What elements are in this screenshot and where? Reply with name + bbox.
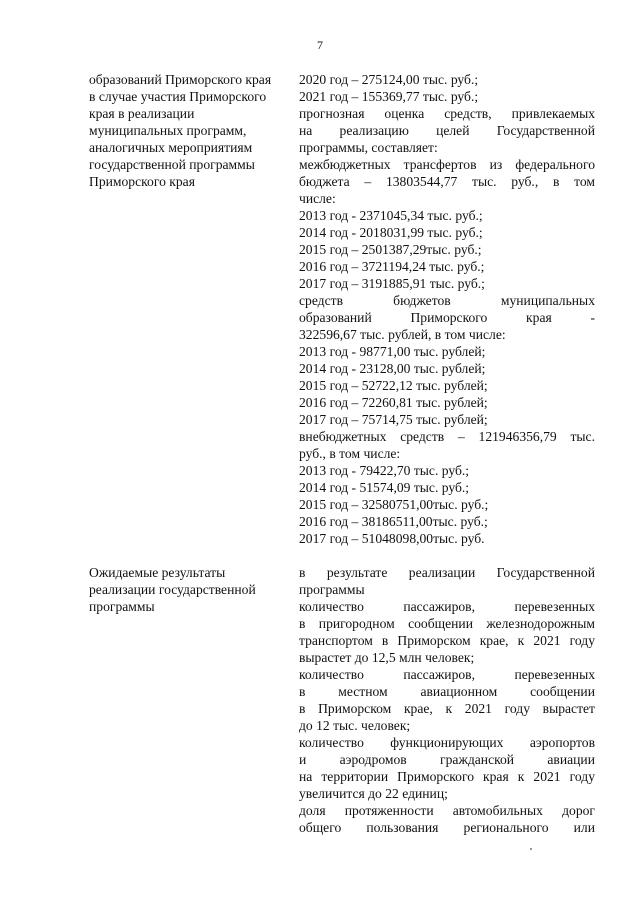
content-line: 2020 год – 275124,00 тыс. руб.; [299, 72, 479, 87]
content-line: внебюджетных средств – 121946356,79 тыс. [299, 429, 595, 444]
content-line: 2021 год – 155369,77 тыс. руб.; [299, 89, 479, 104]
content-line: бюджета – 13803544,77 тыс. руб., в том [299, 174, 595, 189]
label-line: реализации государственной [89, 582, 256, 597]
content-line: 2016 год – 72260,81 тыс. рублей; [299, 395, 488, 410]
content-line: 2016 год – 3721194,24 тыс. руб.; [299, 259, 485, 274]
content-line: 2013 год - 79422,70 тыс. руб.; [299, 463, 470, 478]
content-line: 2017 год – 51048098,00тыс. руб. [299, 531, 485, 546]
content-line: программы [299, 582, 365, 597]
content-line: программы, составляет: [299, 140, 438, 155]
content-line: 322596,67 тыс. рублей, в том числе: [299, 327, 506, 342]
funding-right-cell [299, 71, 595, 547]
content-line: 2013 год - 2371045,34 тыс. руб.; [299, 208, 483, 223]
content-line: образований Приморского края - [299, 310, 595, 325]
content-line: 2013 год - 98771,00 тыс. рублей; [299, 344, 486, 359]
content-line: доля протяженности автомобильных дорог [299, 803, 595, 818]
content-line: 2014 год - 23128,00 тыс. рублей; [299, 361, 486, 376]
results-left-cell [89, 564, 285, 615]
content-line: 2014 год - 51574,09 тыс. руб.; [299, 480, 470, 495]
content-line: количество пассажиров, перевезенных [299, 667, 595, 682]
content-line: 2015 год – 32580751,00тыс. руб.; [299, 497, 489, 512]
label-line: в случае участия Приморского [89, 89, 267, 104]
content-line: увеличится до 22 единиц; [299, 786, 448, 801]
content-line: 2015 год – 2501387,29тыс. руб.; [299, 242, 482, 257]
funding-left-cell [89, 71, 285, 190]
content-line: в местном авиационном сообщении [299, 684, 595, 699]
label-line: Ожидаемые результаты [89, 565, 226, 580]
content-line: количество функционирующих аэропортов [299, 735, 595, 750]
content-line: на территории Приморского края к 2021 году [299, 769, 595, 784]
label-line: аналогичных мероприятиям [89, 140, 253, 155]
content-line: и аэродромов гражданской авиации [299, 752, 595, 767]
label-line: края в реализации [89, 106, 195, 121]
label-line: образований Приморского края [89, 72, 272, 87]
scan-speck [530, 848, 532, 850]
content-line: руб., в том числе: [299, 446, 401, 461]
content-line: в пригородном сообщении железнодорожным [299, 616, 595, 631]
content-line: 2017 год – 3191885,91 тыс. руб.; [299, 276, 485, 291]
label-line: государственной программы [89, 157, 255, 172]
label-line: Приморского края [89, 174, 195, 189]
content-line: межбюджетных трансфертов из федерального [299, 157, 595, 172]
content-line: 2014 год - 2018031,99 тыс. руб.; [299, 225, 483, 240]
content-line: количество пассажиров, перевезенных [299, 599, 595, 614]
label-line: муниципальных программ, [89, 123, 247, 138]
content-line: в результате реализации Государственной [299, 565, 595, 580]
content-line: 2017 год – 75714,75 тыс. рублей; [299, 412, 488, 427]
content-line: транспортом в Приморском крае, к 2021 году [299, 633, 595, 648]
content-line: в Приморском крае, к 2021 году вырастет [299, 701, 595, 716]
label-line: программы [89, 599, 155, 614]
content-line: до 12 тыс. человек; [299, 718, 411, 733]
content-line: средств бюджетов муниципальных [299, 293, 595, 308]
content-line: 2015 год – 52722,12 тыс. рублей; [299, 378, 488, 393]
content-line: числе: [299, 191, 336, 206]
results-right-cell [299, 564, 595, 836]
content-line: общего пользования регионального или [299, 820, 595, 835]
content-line: на реализацию целей Государственной [299, 123, 595, 138]
content-line: 2016 год – 38186511,00тыс. руб.; [299, 514, 488, 529]
content-line: вырастет до 12,5 млн человек; [299, 650, 475, 665]
content-line: прогнозная оценка средств, привлекаемых [299, 106, 595, 121]
page-number: 7 [317, 38, 323, 52]
